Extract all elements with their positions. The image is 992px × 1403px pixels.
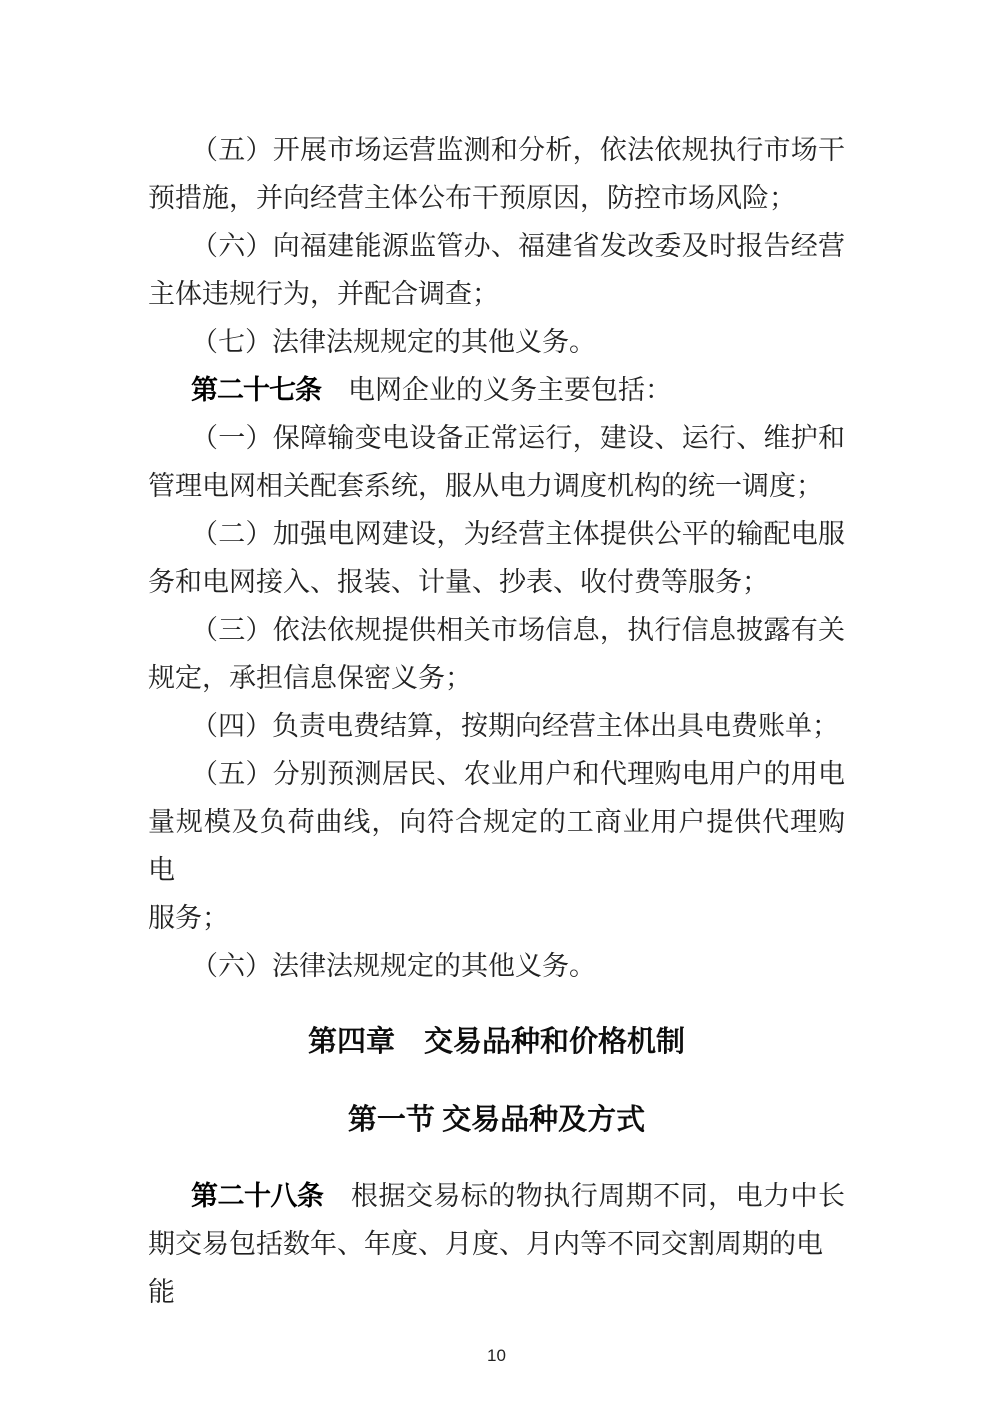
- text-line: （一）保障输变电设备正常运行，建设、运行、维护和: [191, 423, 845, 453]
- article-number: 第二十八条: [191, 1181, 324, 1211]
- paragraph: [148, 414, 845, 510]
- paragraph: [148, 606, 845, 702]
- text-line: 第四章 交易品种和价格机制: [307, 1026, 685, 1058]
- text-line: 第一节 交易品种及方式: [347, 1104, 646, 1136]
- paragraph: [148, 702, 845, 750]
- paragraph: [148, 750, 845, 942]
- text-line: （五）开展市场运营监测和分析，依法依规执行市场干: [191, 135, 845, 165]
- text-line: 管理电网相关配套系统，服从电力调度机构的统一调度；: [148, 471, 823, 501]
- page-number: 10: [487, 1346, 506, 1365]
- section-heading: [148, 1096, 845, 1144]
- text-line: （四）负责电费结算，按期向经营主体出具电费账单；: [191, 711, 839, 741]
- text-line: （二）加强电网建设，为经营主体提供公平的输配电服: [191, 519, 845, 549]
- document-body: [148, 126, 845, 1316]
- paragraph: [148, 318, 845, 366]
- text-line: 主体违规行为，并配合调查；: [148, 279, 499, 309]
- text-line: 量规模及负荷曲线，向符合规定的工商业用户提供代理购电: [148, 807, 845, 885]
- text-line: 第二十七条 电网企业的义务主要包括：: [191, 375, 672, 405]
- text-line: 第二十八条 根据交易标的物执行周期不同，电力中长: [191, 1181, 846, 1211]
- text-line: 规定，承担信息保密义务；: [148, 663, 472, 693]
- paragraph: [148, 126, 845, 222]
- text-line: 期交易包括数年、年度、月度、月内等不同交割周期的电能: [148, 1229, 823, 1307]
- text-line: （六）法律法规规定的其他义务。: [191, 951, 596, 981]
- paragraph: [148, 222, 845, 318]
- paragraph: [148, 942, 845, 990]
- paragraph: [148, 366, 845, 414]
- text-line: （七）法律法规规定的其他义务。: [191, 327, 596, 357]
- text-line: 务和电网接入、报装、计量、抄表、收付费等服务；: [148, 567, 769, 597]
- text-line: （六）向福建能源监管办、福建省发改委及时报告经营: [191, 231, 845, 261]
- text-line: （五）分别预测居民、农业用户和代理购电用户的用电: [191, 759, 845, 789]
- text-line: 预措施，并向经营主体公布干预原因，防控市场风险；: [148, 183, 796, 213]
- text-line: （三）依法依规提供相关市场信息，执行信息披露有关: [191, 615, 845, 645]
- chapter-heading: [148, 1018, 845, 1066]
- paragraph: [148, 510, 845, 606]
- paragraph: [148, 1172, 845, 1316]
- text-line: 服务；: [148, 903, 229, 933]
- article-number: 第二十七条: [191, 375, 321, 405]
